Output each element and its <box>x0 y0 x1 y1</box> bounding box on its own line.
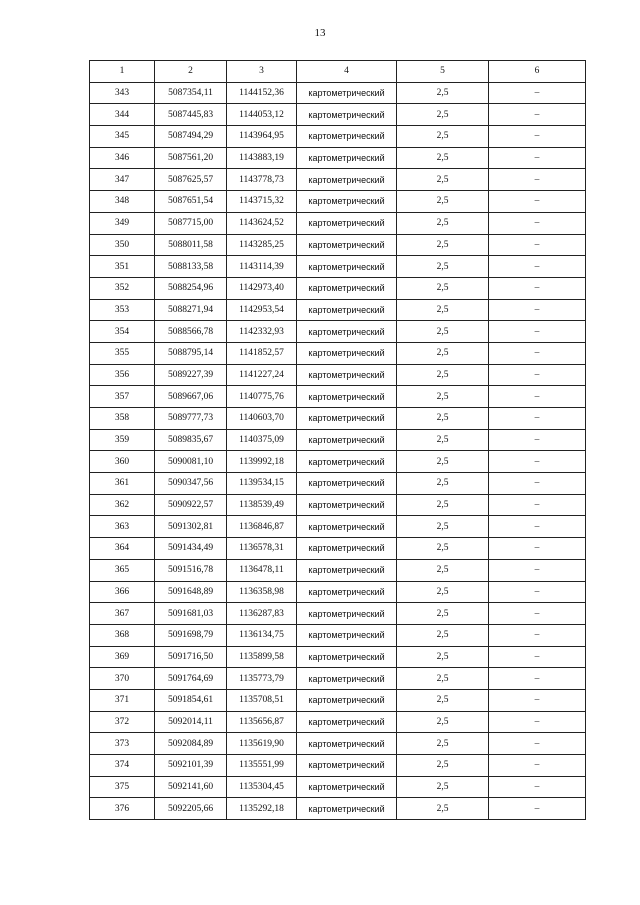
table-row <box>90 234 586 256</box>
method-cell: картометрический <box>297 212 397 234</box>
description-cell: – <box>489 386 586 408</box>
point-number-cell: 371 <box>90 689 155 711</box>
y-coordinate-cell: 1135292,18 <box>227 798 297 820</box>
method-cell: картометрический <box>297 147 397 169</box>
y-coordinate-cell: 1140375,09 <box>227 429 297 451</box>
accuracy-cell: 2,5 <box>397 82 489 104</box>
accuracy-cell: 2,5 <box>397 538 489 560</box>
y-coordinate-cell: 1141852,57 <box>227 342 297 364</box>
point-number-cell: 368 <box>90 624 155 646</box>
y-coordinate-cell: 1139534,15 <box>227 473 297 495</box>
accuracy-cell: 2,5 <box>397 429 489 451</box>
y-coordinate-cell: 1142953,54 <box>227 299 297 321</box>
accuracy-cell: 2,5 <box>397 776 489 798</box>
table-row <box>90 689 586 711</box>
accuracy-cell: 2,5 <box>397 559 489 581</box>
description-cell: – <box>489 711 586 733</box>
method-cell: картометрический <box>297 473 397 495</box>
method-cell: картометрический <box>297 668 397 690</box>
method-cell: картометрический <box>297 256 397 278</box>
page-number: 13 <box>314 27 326 39</box>
table-row <box>90 277 586 299</box>
method-cell: картометрический <box>297 603 397 625</box>
accuracy-cell: 2,5 <box>397 321 489 343</box>
point-number-cell: 366 <box>90 581 155 603</box>
table-row <box>90 494 586 516</box>
description-cell: – <box>489 256 586 278</box>
table-row <box>90 603 586 625</box>
method-cell: картометрический <box>297 126 397 148</box>
table-row <box>90 126 586 148</box>
point-number-cell: 345 <box>90 126 155 148</box>
description-cell: – <box>489 126 586 148</box>
y-coordinate-cell: 1142973,40 <box>227 277 297 299</box>
x-coordinate-cell: 5088133,58 <box>155 256 227 278</box>
method-cell: картометрический <box>297 386 397 408</box>
y-coordinate-cell: 1136578,31 <box>227 538 297 560</box>
x-coordinate-cell: 5092141,60 <box>155 776 227 798</box>
table-row <box>90 581 586 603</box>
method-cell: картометрический <box>297 776 397 798</box>
x-coordinate-cell: 5087651,54 <box>155 191 227 213</box>
y-coordinate-cell: 1135773,79 <box>227 668 297 690</box>
y-coordinate-cell: 1141227,24 <box>227 364 297 386</box>
description-cell: – <box>489 798 586 820</box>
coordinates-table <box>89 60 586 820</box>
x-coordinate-cell: 5092084,89 <box>155 733 227 755</box>
accuracy-cell: 2,5 <box>397 581 489 603</box>
column-header: 2 <box>155 61 227 83</box>
point-number-cell: 376 <box>90 798 155 820</box>
x-coordinate-cell: 5087715,00 <box>155 212 227 234</box>
x-coordinate-cell: 5088795,14 <box>155 342 227 364</box>
x-coordinate-cell: 5090347,56 <box>155 473 227 495</box>
description-cell: – <box>489 581 586 603</box>
accuracy-cell: 2,5 <box>397 646 489 668</box>
description-cell: – <box>489 755 586 777</box>
table-row <box>90 82 586 104</box>
description-cell: – <box>489 516 586 538</box>
y-coordinate-cell: 1143883,19 <box>227 147 297 169</box>
method-cell: картометрический <box>297 364 397 386</box>
table-header-row <box>90 61 586 83</box>
x-coordinate-cell: 5088254,96 <box>155 277 227 299</box>
point-number-cell: 350 <box>90 234 155 256</box>
table-row <box>90 321 586 343</box>
y-coordinate-cell: 1144053,12 <box>227 104 297 126</box>
accuracy-cell: 2,5 <box>397 494 489 516</box>
x-coordinate-cell: 5091716,50 <box>155 646 227 668</box>
y-coordinate-cell: 1143285,25 <box>227 234 297 256</box>
point-number-cell: 374 <box>90 755 155 777</box>
point-number-cell: 358 <box>90 408 155 430</box>
point-number-cell: 347 <box>90 169 155 191</box>
table-row <box>90 299 586 321</box>
point-number-cell: 372 <box>90 711 155 733</box>
accuracy-cell: 2,5 <box>397 256 489 278</box>
table-row <box>90 668 586 690</box>
x-coordinate-cell: 5091648,89 <box>155 581 227 603</box>
y-coordinate-cell: 1143964,95 <box>227 126 297 148</box>
point-number-cell: 351 <box>90 256 155 278</box>
x-coordinate-cell: 5087494,29 <box>155 126 227 148</box>
description-cell: – <box>489 191 586 213</box>
accuracy-cell: 2,5 <box>397 104 489 126</box>
table-row <box>90 711 586 733</box>
method-cell: картометрический <box>297 494 397 516</box>
method-cell: картометрический <box>297 321 397 343</box>
table-row <box>90 169 586 191</box>
x-coordinate-cell: 5090922,57 <box>155 494 227 516</box>
method-cell: картометрический <box>297 191 397 213</box>
table-row <box>90 559 586 581</box>
y-coordinate-cell: 1139992,18 <box>227 451 297 473</box>
description-cell: – <box>489 624 586 646</box>
accuracy-cell: 2,5 <box>397 342 489 364</box>
description-cell: – <box>489 668 586 690</box>
x-coordinate-cell: 5091516,78 <box>155 559 227 581</box>
x-coordinate-cell: 5087625,57 <box>155 169 227 191</box>
point-number-cell: 352 <box>90 277 155 299</box>
point-number-cell: 354 <box>90 321 155 343</box>
y-coordinate-cell: 1135304,45 <box>227 776 297 798</box>
method-cell: картометрический <box>297 277 397 299</box>
accuracy-cell: 2,5 <box>397 711 489 733</box>
description-cell: – <box>489 494 586 516</box>
point-number-cell: 364 <box>90 538 155 560</box>
accuracy-cell: 2,5 <box>397 624 489 646</box>
point-number-cell: 349 <box>90 212 155 234</box>
accuracy-cell: 2,5 <box>397 191 489 213</box>
accuracy-cell: 2,5 <box>397 516 489 538</box>
table-row <box>90 538 586 560</box>
point-number-cell: 373 <box>90 733 155 755</box>
accuracy-cell: 2,5 <box>397 364 489 386</box>
method-cell: картометрический <box>297 408 397 430</box>
point-number-cell: 343 <box>90 82 155 104</box>
y-coordinate-cell: 1142332,93 <box>227 321 297 343</box>
table-row <box>90 755 586 777</box>
method-cell: картометрический <box>297 733 397 755</box>
accuracy-cell: 2,5 <box>397 689 489 711</box>
table-row <box>90 191 586 213</box>
description-cell: – <box>489 342 586 364</box>
table-row <box>90 473 586 495</box>
column-header: 5 <box>397 61 489 83</box>
description-cell: – <box>489 603 586 625</box>
table-row <box>90 256 586 278</box>
point-number-cell: 357 <box>90 386 155 408</box>
method-cell: картометрический <box>297 581 397 603</box>
description-cell: – <box>489 212 586 234</box>
x-coordinate-cell: 5088271,94 <box>155 299 227 321</box>
point-number-cell: 348 <box>90 191 155 213</box>
y-coordinate-cell: 1135656,87 <box>227 711 297 733</box>
table-row <box>90 364 586 386</box>
point-number-cell: 363 <box>90 516 155 538</box>
point-number-cell: 355 <box>90 342 155 364</box>
table-row <box>90 429 586 451</box>
accuracy-cell: 2,5 <box>397 234 489 256</box>
y-coordinate-cell: 1143778,73 <box>227 169 297 191</box>
y-coordinate-cell: 1136846,87 <box>227 516 297 538</box>
x-coordinate-cell: 5091698,79 <box>155 624 227 646</box>
description-cell: – <box>489 147 586 169</box>
point-number-cell: 353 <box>90 299 155 321</box>
table-row <box>90 342 586 364</box>
x-coordinate-cell: 5091764,69 <box>155 668 227 690</box>
accuracy-cell: 2,5 <box>397 386 489 408</box>
table-row <box>90 147 586 169</box>
accuracy-cell: 2,5 <box>397 603 489 625</box>
description-cell: – <box>489 169 586 191</box>
method-cell: картометрический <box>297 429 397 451</box>
point-number-cell: 356 <box>90 364 155 386</box>
method-cell: картометрический <box>297 299 397 321</box>
x-coordinate-cell: 5089777,73 <box>155 408 227 430</box>
point-number-cell: 369 <box>90 646 155 668</box>
description-cell: – <box>489 733 586 755</box>
accuracy-cell: 2,5 <box>397 212 489 234</box>
method-cell: картометрический <box>297 451 397 473</box>
accuracy-cell: 2,5 <box>397 451 489 473</box>
x-coordinate-cell: 5089227,39 <box>155 364 227 386</box>
point-number-cell: 375 <box>90 776 155 798</box>
table-row <box>90 451 586 473</box>
accuracy-cell: 2,5 <box>397 126 489 148</box>
y-coordinate-cell: 1143715,32 <box>227 191 297 213</box>
x-coordinate-cell: 5088566,78 <box>155 321 227 343</box>
table-row <box>90 624 586 646</box>
y-coordinate-cell: 1143624,52 <box>227 212 297 234</box>
accuracy-cell: 2,5 <box>397 668 489 690</box>
accuracy-cell: 2,5 <box>397 408 489 430</box>
point-number-cell: 360 <box>90 451 155 473</box>
accuracy-cell: 2,5 <box>397 277 489 299</box>
description-cell: – <box>489 451 586 473</box>
table-row <box>90 408 586 430</box>
x-coordinate-cell: 5089667,06 <box>155 386 227 408</box>
description-cell: – <box>489 559 586 581</box>
x-coordinate-cell: 5088011,58 <box>155 234 227 256</box>
accuracy-cell: 2,5 <box>397 733 489 755</box>
table-row <box>90 776 586 798</box>
description-cell: – <box>489 776 586 798</box>
x-coordinate-cell: 5087354,11 <box>155 82 227 104</box>
method-cell: картометрический <box>297 82 397 104</box>
method-cell: картометрический <box>297 516 397 538</box>
description-cell: – <box>489 689 586 711</box>
y-coordinate-cell: 1138539,49 <box>227 494 297 516</box>
point-number-cell: 362 <box>90 494 155 516</box>
description-cell: – <box>489 82 586 104</box>
method-cell: картометрический <box>297 689 397 711</box>
y-coordinate-cell: 1135551,99 <box>227 755 297 777</box>
accuracy-cell: 2,5 <box>397 299 489 321</box>
method-cell: картометрический <box>297 798 397 820</box>
description-cell: – <box>489 646 586 668</box>
description-cell: – <box>489 321 586 343</box>
point-number-cell: 370 <box>90 668 155 690</box>
column-header: 3 <box>227 61 297 83</box>
point-number-cell: 346 <box>90 147 155 169</box>
y-coordinate-cell: 1135619,90 <box>227 733 297 755</box>
y-coordinate-cell: 1140775,76 <box>227 386 297 408</box>
column-header: 6 <box>489 61 586 83</box>
description-cell: – <box>489 538 586 560</box>
method-cell: картометрический <box>297 755 397 777</box>
table-row <box>90 212 586 234</box>
table-row <box>90 516 586 538</box>
description-cell: – <box>489 473 586 495</box>
accuracy-cell: 2,5 <box>397 473 489 495</box>
point-number-cell: 344 <box>90 104 155 126</box>
method-cell: картометрический <box>297 169 397 191</box>
description-cell: – <box>489 104 586 126</box>
y-coordinate-cell: 1136134,75 <box>227 624 297 646</box>
table-row <box>90 733 586 755</box>
y-coordinate-cell: 1136287,83 <box>227 603 297 625</box>
x-coordinate-cell: 5089835,67 <box>155 429 227 451</box>
x-coordinate-cell: 5092205,66 <box>155 798 227 820</box>
method-cell: картометрический <box>297 711 397 733</box>
description-cell: – <box>489 364 586 386</box>
table-row <box>90 646 586 668</box>
accuracy-cell: 2,5 <box>397 147 489 169</box>
x-coordinate-cell: 5087561,20 <box>155 147 227 169</box>
method-cell: картометрический <box>297 342 397 364</box>
method-cell: картометрический <box>297 624 397 646</box>
y-coordinate-cell: 1143114,39 <box>227 256 297 278</box>
description-cell: – <box>489 234 586 256</box>
point-number-cell: 367 <box>90 603 155 625</box>
description-cell: – <box>489 429 586 451</box>
y-coordinate-cell: 1136478,11 <box>227 559 297 581</box>
x-coordinate-cell: 5092014,11 <box>155 711 227 733</box>
accuracy-cell: 2,5 <box>397 755 489 777</box>
x-coordinate-cell: 5087445,83 <box>155 104 227 126</box>
description-cell: – <box>489 299 586 321</box>
point-number-cell: 365 <box>90 559 155 581</box>
method-cell: картометрический <box>297 646 397 668</box>
description-cell: – <box>489 408 586 430</box>
table-row <box>90 386 586 408</box>
column-header: 1 <box>90 61 155 83</box>
method-cell: картометрический <box>297 559 397 581</box>
y-coordinate-cell: 1140603,70 <box>227 408 297 430</box>
x-coordinate-cell: 5091854,61 <box>155 689 227 711</box>
description-cell: – <box>489 277 586 299</box>
accuracy-cell: 2,5 <box>397 798 489 820</box>
method-cell: картометрический <box>297 538 397 560</box>
x-coordinate-cell: 5091681,03 <box>155 603 227 625</box>
x-coordinate-cell: 5091434,49 <box>155 538 227 560</box>
y-coordinate-cell: 1144152,36 <box>227 82 297 104</box>
y-coordinate-cell: 1135708,51 <box>227 689 297 711</box>
y-coordinate-cell: 1136358,98 <box>227 581 297 603</box>
point-number-cell: 359 <box>90 429 155 451</box>
method-cell: картометрический <box>297 104 397 126</box>
table-row <box>90 104 586 126</box>
x-coordinate-cell: 5091302,81 <box>155 516 227 538</box>
table-body <box>90 82 586 819</box>
method-cell: картометрический <box>297 234 397 256</box>
x-coordinate-cell: 5092101,39 <box>155 755 227 777</box>
y-coordinate-cell: 1135899,58 <box>227 646 297 668</box>
table-row <box>90 798 586 820</box>
accuracy-cell: 2,5 <box>397 169 489 191</box>
column-header: 4 <box>297 61 397 83</box>
x-coordinate-cell: 5090081,10 <box>155 451 227 473</box>
point-number-cell: 361 <box>90 473 155 495</box>
